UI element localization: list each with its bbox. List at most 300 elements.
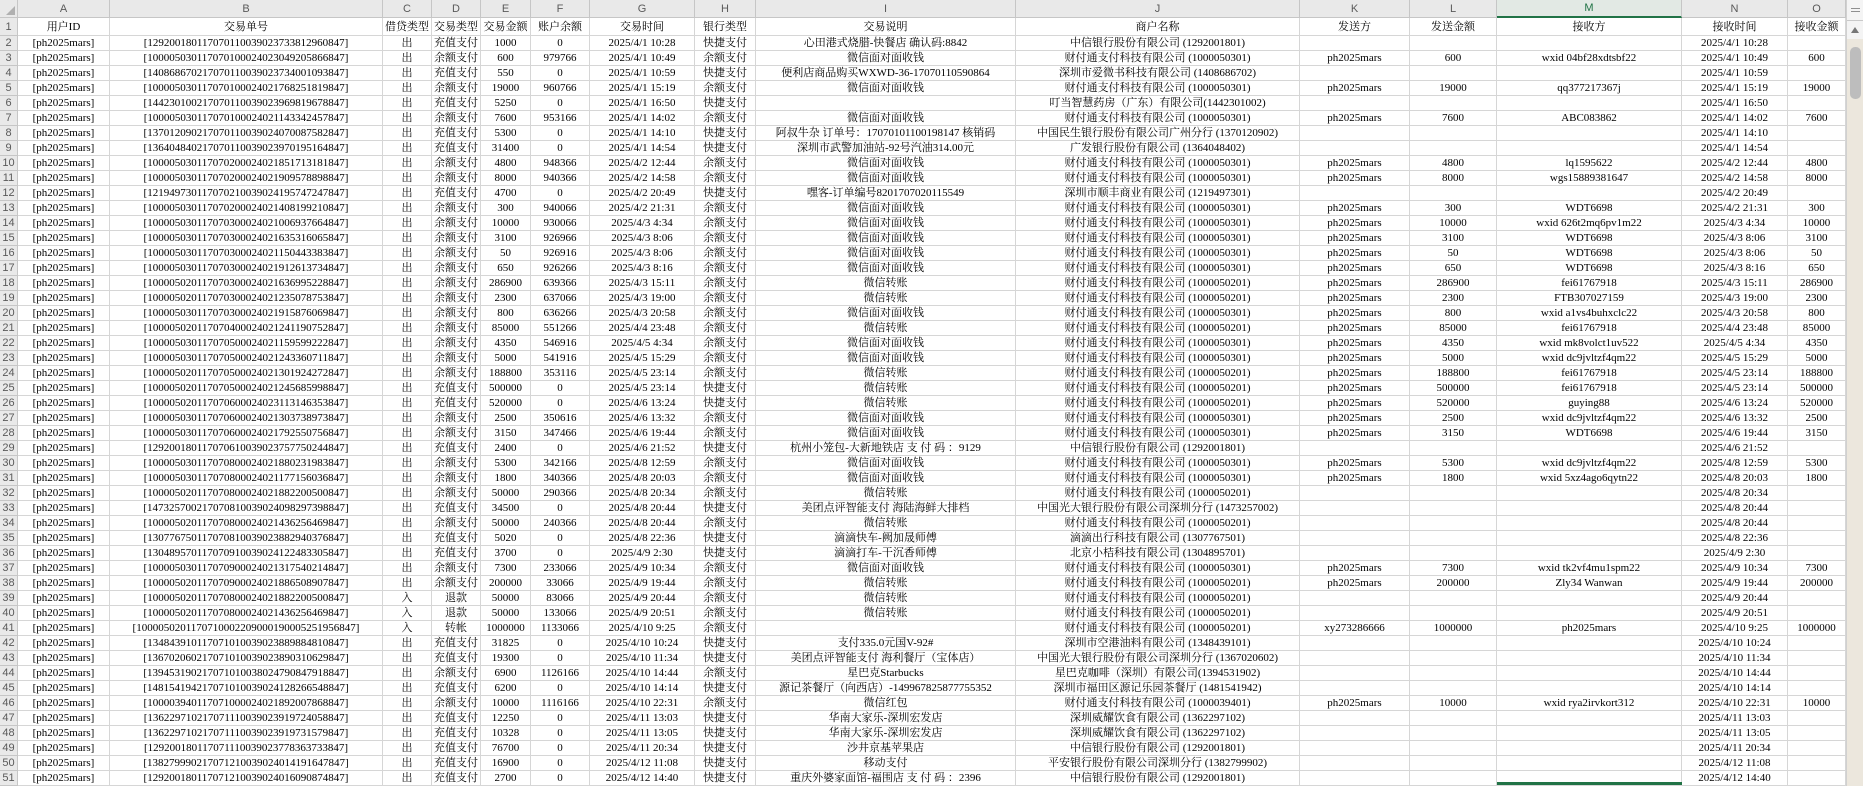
row-header-9[interactable]: 9 <box>0 141 18 156</box>
row-header-1[interactable]: 1 <box>0 18 18 36</box>
cell-O43[interactable] <box>1788 651 1846 666</box>
cell-K12[interactable] <box>1300 186 1410 201</box>
cell-L43[interactable] <box>1410 651 1497 666</box>
cell-O45[interactable] <box>1788 681 1846 696</box>
cell-I44[interactable]: 星巴克Starbucks <box>756 666 1016 681</box>
cell-M34[interactable] <box>1497 516 1682 531</box>
column-header-E[interactable]: E <box>481 0 531 18</box>
cell-F31[interactable]: 340366 <box>531 471 590 486</box>
column-header-N[interactable]: N <box>1682 0 1788 18</box>
cell-D10[interactable]: 余额支付 <box>432 156 481 171</box>
row-header-28[interactable]: 28 <box>0 426 18 441</box>
cell-H26[interactable]: 快捷支付 <box>695 396 756 411</box>
cell-I23[interactable]: 微信面对面收钱 <box>756 351 1016 366</box>
cell-E9[interactable]: 31400 <box>481 141 531 156</box>
cell-M11[interactable]: wgs15889381647 <box>1497 171 1682 186</box>
cell-N18[interactable]: 2025/4/3 15:11 <box>1682 276 1788 291</box>
cell-O35[interactable] <box>1788 531 1846 546</box>
cell-E3[interactable]: 600 <box>481 51 531 66</box>
cell-D9[interactable]: 充值支付 <box>432 141 481 156</box>
cell-A34[interactable]: [ph2025mars] <box>18 516 110 531</box>
cell-M50[interactable] <box>1497 756 1682 771</box>
cell-J38[interactable]: 财付通支付科技有限公司 (1000050201) <box>1016 576 1300 591</box>
cell-O18[interactable]: 286900 <box>1788 276 1846 291</box>
column-header-K[interactable]: K <box>1300 0 1410 18</box>
row-header-10[interactable]: 10 <box>0 156 18 171</box>
cell-F43[interactable]: 0 <box>531 651 590 666</box>
cell-O39[interactable] <box>1788 591 1846 606</box>
cell-B3[interactable]: [100005030117070100024023049205866847] <box>110 51 383 66</box>
cell-H8[interactable]: 快捷支付 <box>695 126 756 141</box>
cell-H39[interactable]: 余额支付 <box>695 591 756 606</box>
cell-F35[interactable]: 0 <box>531 531 590 546</box>
cell-O38[interactable]: 200000 <box>1788 576 1846 591</box>
cell-F47[interactable]: 0 <box>531 711 590 726</box>
cell-B9[interactable]: [136404840217070110039023970195164847] <box>110 141 383 156</box>
cell-A5[interactable]: [ph2025mars] <box>18 81 110 96</box>
cell-E35[interactable]: 5020 <box>481 531 531 546</box>
cell-N10[interactable]: 2025/4/2 12:44 <box>1682 156 1788 171</box>
cell-G45[interactable]: 2025/4/10 14:14 <box>590 681 695 696</box>
cell-M32[interactable] <box>1497 486 1682 501</box>
cell-I29[interactable]: 杭州小笼包-大新地铁店 支 付 码 ：9129 <box>756 441 1016 456</box>
cell-K22[interactable]: ph2025mars <box>1300 336 1410 351</box>
cell-A28[interactable]: [ph2025mars] <box>18 426 110 441</box>
cell-M21[interactable]: fei61767918 <box>1497 321 1682 336</box>
cell-D37[interactable]: 余额支付 <box>432 561 481 576</box>
cell-E2[interactable]: 1000 <box>481 36 531 51</box>
cell-A12[interactable]: [ph2025mars] <box>18 186 110 201</box>
cell-N14[interactable]: 2025/4/3 4:34 <box>1682 216 1788 231</box>
cell-F5[interactable]: 960766 <box>531 81 590 96</box>
field-header-K[interactable]: 发送方 <box>1300 18 1410 36</box>
cell-E34[interactable]: 50000 <box>481 516 531 531</box>
cell-C12[interactable]: 出 <box>383 186 432 201</box>
cell-L24[interactable]: 188800 <box>1410 366 1497 381</box>
cell-A11[interactable]: [ph2025mars] <box>18 171 110 186</box>
cell-E10[interactable]: 4800 <box>481 156 531 171</box>
column-header-F[interactable]: F <box>531 0 590 18</box>
cell-O51[interactable] <box>1788 771 1846 786</box>
cell-J37[interactable]: 财付通支付科技有限公司 (1000050301) <box>1016 561 1300 576</box>
cell-O34[interactable] <box>1788 516 1846 531</box>
cell-B51[interactable]: [129200180117071210039024016090874847] <box>110 771 383 786</box>
row-header-50[interactable]: 50 <box>0 756 18 771</box>
cell-A31[interactable]: [ph2025mars] <box>18 471 110 486</box>
cell-L37[interactable]: 7300 <box>1410 561 1497 576</box>
cell-K5[interactable]: ph2025mars <box>1300 81 1410 96</box>
cell-H13[interactable]: 余额支付 <box>695 201 756 216</box>
cell-C20[interactable]: 出 <box>383 306 432 321</box>
cell-J49[interactable]: 中信银行股份有限公司 (1292001801) <box>1016 741 1300 756</box>
cell-D33[interactable]: 充值支付 <box>432 501 481 516</box>
cell-O25[interactable]: 500000 <box>1788 381 1846 396</box>
row-header-38[interactable]: 38 <box>0 576 18 591</box>
cell-J21[interactable]: 财付通支付科技有限公司 (1000050201) <box>1016 321 1300 336</box>
cell-G4[interactable]: 2025/4/1 10:59 <box>590 66 695 81</box>
cell-F15[interactable]: 926966 <box>531 231 590 246</box>
cell-L34[interactable] <box>1410 516 1497 531</box>
cell-M14[interactable]: wxid 626t2mq6pv1m22 <box>1497 216 1682 231</box>
cell-G31[interactable]: 2025/4/8 20:03 <box>590 471 695 486</box>
cell-K4[interactable] <box>1300 66 1410 81</box>
cell-F51[interactable]: 0 <box>531 771 590 786</box>
cell-H10[interactable]: 余额支付 <box>695 156 756 171</box>
cell-C33[interactable]: 出 <box>383 501 432 516</box>
cell-I40[interactable]: 微信转账 <box>756 606 1016 621</box>
cell-H42[interactable]: 快捷支付 <box>695 636 756 651</box>
cell-B45[interactable]: [148154194217071010039024128266548847] <box>110 681 383 696</box>
cell-L2[interactable] <box>1410 36 1497 51</box>
cell-G49[interactable]: 2025/4/11 20:34 <box>590 741 695 756</box>
cell-G33[interactable]: 2025/4/8 20:44 <box>590 501 695 516</box>
row-header-36[interactable]: 36 <box>0 546 18 561</box>
cell-O44[interactable] <box>1788 666 1846 681</box>
cell-O29[interactable] <box>1788 441 1846 456</box>
scrollbar-split-handle-icon[interactable] <box>1847 0 1863 21</box>
cell-C17[interactable]: 出 <box>383 261 432 276</box>
cell-I6[interactable] <box>756 96 1016 111</box>
cell-B10[interactable]: [100005030117070200024021851713181847] <box>110 156 383 171</box>
cell-N47[interactable]: 2025/4/11 13:03 <box>1682 711 1788 726</box>
cell-J22[interactable]: 财付通支付科技有限公司 (1000050301) <box>1016 336 1300 351</box>
cell-N50[interactable]: 2025/4/12 11:08 <box>1682 756 1788 771</box>
cell-O22[interactable]: 4350 <box>1788 336 1846 351</box>
cell-H35[interactable]: 快捷支付 <box>695 531 756 546</box>
cell-L6[interactable] <box>1410 96 1497 111</box>
cell-E38[interactable]: 200000 <box>481 576 531 591</box>
cell-L31[interactable]: 1800 <box>1410 471 1497 486</box>
cell-E28[interactable]: 3150 <box>481 426 531 441</box>
row-header-43[interactable]: 43 <box>0 651 18 666</box>
cell-E8[interactable]: 5300 <box>481 126 531 141</box>
cell-G16[interactable]: 2025/4/3 8:06 <box>590 246 695 261</box>
cell-I45[interactable]: 源记茶餐厅（向西店）-149967825877755352 <box>756 681 1016 696</box>
cell-O31[interactable]: 1800 <box>1788 471 1846 486</box>
cell-M47[interactable] <box>1497 711 1682 726</box>
cell-I13[interactable]: 微信面对面收钱 <box>756 201 1016 216</box>
cell-K49[interactable] <box>1300 741 1410 756</box>
cell-L10[interactable]: 4800 <box>1410 156 1497 171</box>
cell-O41[interactable]: 1000000 <box>1788 621 1846 636</box>
cell-C31[interactable]: 出 <box>383 471 432 486</box>
cell-H17[interactable]: 余额支付 <box>695 261 756 276</box>
cell-L12[interactable] <box>1410 186 1497 201</box>
cell-A22[interactable]: [ph2025mars] <box>18 336 110 351</box>
cell-M10[interactable]: lq1595622 <box>1497 156 1682 171</box>
cell-H9[interactable]: 快捷支付 <box>695 141 756 156</box>
cell-N39[interactable]: 2025/4/9 20:44 <box>1682 591 1788 606</box>
cell-I46[interactable]: 微信红包 <box>756 696 1016 711</box>
cell-C2[interactable]: 出 <box>383 36 432 51</box>
cell-F18[interactable]: 639366 <box>531 276 590 291</box>
cell-N35[interactable]: 2025/4/8 22:36 <box>1682 531 1788 546</box>
cell-E27[interactable]: 2500 <box>481 411 531 426</box>
cell-J24[interactable]: 财付通支付科技有限公司 (1000050201) <box>1016 366 1300 381</box>
cell-H32[interactable]: 余额支付 <box>695 486 756 501</box>
cell-K45[interactable] <box>1300 681 1410 696</box>
cell-O49[interactable] <box>1788 741 1846 756</box>
cell-K35[interactable] <box>1300 531 1410 546</box>
cell-G24[interactable]: 2025/4/5 23:14 <box>590 366 695 381</box>
cell-A2[interactable]: [ph2025mars] <box>18 36 110 51</box>
cell-L5[interactable]: 19000 <box>1410 81 1497 96</box>
cell-H14[interactable]: 余额支付 <box>695 216 756 231</box>
cell-O21[interactable]: 85000 <box>1788 321 1846 336</box>
cell-H49[interactable]: 快捷支付 <box>695 741 756 756</box>
cell-A33[interactable]: [ph2025mars] <box>18 501 110 516</box>
cell-J39[interactable]: 财付通支付科技有限公司 (1000050201) <box>1016 591 1300 606</box>
cell-N45[interactable]: 2025/4/10 14:14 <box>1682 681 1788 696</box>
cell-I19[interactable]: 微信转账 <box>756 291 1016 306</box>
cell-A21[interactable]: [ph2025mars] <box>18 321 110 336</box>
cell-F9[interactable]: 0 <box>531 141 590 156</box>
cell-M28[interactable]: WDT6698 <box>1497 426 1682 441</box>
cell-F42[interactable]: 0 <box>531 636 590 651</box>
cell-I50[interactable]: 移动支付 <box>756 756 1016 771</box>
cell-N32[interactable]: 2025/4/8 20:34 <box>1682 486 1788 501</box>
cell-F28[interactable]: 347466 <box>531 426 590 441</box>
cell-C5[interactable]: 出 <box>383 81 432 96</box>
cell-E32[interactable]: 50000 <box>481 486 531 501</box>
cell-D43[interactable]: 充值支付 <box>432 651 481 666</box>
cell-O48[interactable] <box>1788 726 1846 741</box>
cell-I9[interactable]: 深圳市武警加油站-92号汽油314.00元 <box>756 141 1016 156</box>
cell-C3[interactable]: 出 <box>383 51 432 66</box>
cell-O11[interactable]: 8000 <box>1788 171 1846 186</box>
cell-J40[interactable]: 财付通支付科技有限公司 (1000050201) <box>1016 606 1300 621</box>
cell-N27[interactable]: 2025/4/6 13:32 <box>1682 411 1788 426</box>
cell-E19[interactable]: 2300 <box>481 291 531 306</box>
cell-F38[interactable]: 33066 <box>531 576 590 591</box>
field-header-G[interactable]: 交易时间 <box>590 18 695 36</box>
cell-C10[interactable]: 出 <box>383 156 432 171</box>
cell-J33[interactable]: 中国光大银行股份有限公司深圳分行 (1473257002) <box>1016 501 1300 516</box>
cell-D12[interactable]: 充值支付 <box>432 186 481 201</box>
row-header-4[interactable]: 4 <box>0 66 18 81</box>
cell-F30[interactable]: 342166 <box>531 456 590 471</box>
cell-M12[interactable] <box>1497 186 1682 201</box>
cell-B42[interactable]: [134843910117071010039023889884810847] <box>110 636 383 651</box>
cell-O24[interactable]: 188800 <box>1788 366 1846 381</box>
cell-H20[interactable]: 余额支付 <box>695 306 756 321</box>
cell-N46[interactable]: 2025/4/10 22:31 <box>1682 696 1788 711</box>
scroll-up-button[interactable] <box>1847 21 1863 39</box>
cell-K33[interactable] <box>1300 501 1410 516</box>
cell-F36[interactable]: 0 <box>531 546 590 561</box>
cell-I28[interactable]: 微信面对面收钱 <box>756 426 1016 441</box>
cell-I33[interactable]: 美团点评智能支付 海陆海鲜大排档 <box>756 501 1016 516</box>
cell-I27[interactable]: 微信面对面收钱 <box>756 411 1016 426</box>
cell-A48[interactable]: [ph2025mars] <box>18 726 110 741</box>
cell-C30[interactable]: 出 <box>383 456 432 471</box>
cell-A26[interactable]: [ph2025mars] <box>18 396 110 411</box>
cell-O7[interactable]: 7600 <box>1788 111 1846 126</box>
cell-E13[interactable]: 300 <box>481 201 531 216</box>
cell-H31[interactable]: 余额支付 <box>695 471 756 486</box>
cell-H16[interactable]: 余额支付 <box>695 246 756 261</box>
cell-H28[interactable]: 余额支付 <box>695 426 756 441</box>
cell-F17[interactable]: 926266 <box>531 261 590 276</box>
cell-F50[interactable]: 0 <box>531 756 590 771</box>
cell-O8[interactable] <box>1788 126 1846 141</box>
cell-B6[interactable]: [144230100217070110039023969819678847] <box>110 96 383 111</box>
cell-D21[interactable]: 余额支付 <box>432 321 481 336</box>
cell-A18[interactable]: [ph2025mars] <box>18 276 110 291</box>
cell-A27[interactable]: [ph2025mars] <box>18 411 110 426</box>
column-header-H[interactable]: H <box>695 0 756 18</box>
cell-J8[interactable]: 中国民生银行股份有限公司广州分行 (1370120902) <box>1016 126 1300 141</box>
cell-B38[interactable]: [100005020117070900024021886508907847] <box>110 576 383 591</box>
cell-C27[interactable]: 出 <box>383 411 432 426</box>
cell-G15[interactable]: 2025/4/3 8:06 <box>590 231 695 246</box>
row-header-27[interactable]: 27 <box>0 411 18 426</box>
cell-G36[interactable]: 2025/4/9 2:30 <box>590 546 695 561</box>
cell-K41[interactable]: xy273286666 <box>1300 621 1410 636</box>
cell-N11[interactable]: 2025/4/2 14:58 <box>1682 171 1788 186</box>
cell-M39[interactable] <box>1497 591 1682 606</box>
cell-F24[interactable]: 353116 <box>531 366 590 381</box>
cell-A24[interactable]: [ph2025mars] <box>18 366 110 381</box>
row-header-8[interactable]: 8 <box>0 126 18 141</box>
cell-K28[interactable]: ph2025mars <box>1300 426 1410 441</box>
cell-E47[interactable]: 12250 <box>481 711 531 726</box>
cell-G8[interactable]: 2025/4/1 14:10 <box>590 126 695 141</box>
cell-K40[interactable] <box>1300 606 1410 621</box>
cell-G21[interactable]: 2025/4/4 23:48 <box>590 321 695 336</box>
cell-K51[interactable] <box>1300 771 1410 786</box>
column-header-D[interactable]: D <box>432 0 481 18</box>
cell-B15[interactable]: [100005030117070300024021635316065847] <box>110 231 383 246</box>
cell-C48[interactable]: 出 <box>383 726 432 741</box>
cell-M36[interactable] <box>1497 546 1682 561</box>
row-header-11[interactable]: 11 <box>0 171 18 186</box>
cell-K44[interactable] <box>1300 666 1410 681</box>
cell-L45[interactable] <box>1410 681 1497 696</box>
cell-A49[interactable]: [ph2025mars] <box>18 741 110 756</box>
cell-E7[interactable]: 7600 <box>481 111 531 126</box>
cell-K6[interactable] <box>1300 96 1410 111</box>
column-header-M[interactable]: M <box>1497 0 1682 18</box>
cell-D6[interactable]: 充值支付 <box>432 96 481 111</box>
cell-H21[interactable]: 余额支付 <box>695 321 756 336</box>
cell-G11[interactable]: 2025/4/2 14:58 <box>590 171 695 186</box>
cell-L47[interactable] <box>1410 711 1497 726</box>
cell-K23[interactable]: ph2025mars <box>1300 351 1410 366</box>
cell-O5[interactable]: 19000 <box>1788 81 1846 96</box>
cell-G23[interactable]: 2025/4/5 15:29 <box>590 351 695 366</box>
cell-I5[interactable]: 微信面对面收钱 <box>756 81 1016 96</box>
cell-E41[interactable]: 1000000 <box>481 621 531 636</box>
cell-D19[interactable]: 余额支付 <box>432 291 481 306</box>
cell-N38[interactable]: 2025/4/9 19:44 <box>1682 576 1788 591</box>
cell-D14[interactable]: 余额支付 <box>432 216 481 231</box>
cell-D2[interactable]: 充值支付 <box>432 36 481 51</box>
cell-C49[interactable]: 出 <box>383 741 432 756</box>
column-header-C[interactable]: C <box>383 0 432 18</box>
cell-B19[interactable]: [100005020117070300024021235078753847] <box>110 291 383 306</box>
cell-C32[interactable]: 出 <box>383 486 432 501</box>
cell-H30[interactable]: 余额支付 <box>695 456 756 471</box>
cell-I18[interactable]: 微信转账 <box>756 276 1016 291</box>
cell-A35[interactable]: [ph2025mars] <box>18 531 110 546</box>
cell-L38[interactable]: 200000 <box>1410 576 1497 591</box>
cell-F19[interactable]: 637066 <box>531 291 590 306</box>
cell-N4[interactable]: 2025/4/1 10:59 <box>1682 66 1788 81</box>
row-header-45[interactable]: 45 <box>0 681 18 696</box>
cell-E29[interactable]: 2400 <box>481 441 531 456</box>
cell-E20[interactable]: 800 <box>481 306 531 321</box>
cell-A42[interactable]: [ph2025mars] <box>18 636 110 651</box>
cell-C44[interactable]: 出 <box>383 666 432 681</box>
cell-F34[interactable]: 240366 <box>531 516 590 531</box>
field-header-D[interactable]: 交易类型 <box>432 18 481 36</box>
cell-D34[interactable]: 余额支付 <box>432 516 481 531</box>
cell-G18[interactable]: 2025/4/3 15:11 <box>590 276 695 291</box>
cell-M19[interactable]: FTB307027159 <box>1497 291 1682 306</box>
cell-K14[interactable]: ph2025mars <box>1300 216 1410 231</box>
cell-K47[interactable] <box>1300 711 1410 726</box>
cell-A43[interactable]: [ph2025mars] <box>18 651 110 666</box>
cell-B17[interactable]: [100005030117070300024021912613734847] <box>110 261 383 276</box>
cell-B30[interactable]: [100005030117070800024021880231983847] <box>110 456 383 471</box>
cell-M31[interactable]: wxid 5xz4ago6qytn22 <box>1497 471 1682 486</box>
row-header-40[interactable]: 40 <box>0 606 18 621</box>
cell-D24[interactable]: 余额支付 <box>432 366 481 381</box>
cell-A47[interactable]: [ph2025mars] <box>18 711 110 726</box>
cell-A6[interactable]: [ph2025mars] <box>18 96 110 111</box>
cell-I37[interactable]: 微信面对面收钱 <box>756 561 1016 576</box>
cell-M18[interactable]: fei61767918 <box>1497 276 1682 291</box>
cell-N34[interactable]: 2025/4/8 20:44 <box>1682 516 1788 531</box>
cell-L13[interactable]: 300 <box>1410 201 1497 216</box>
cell-J29[interactable]: 中信银行股份有限公司 (1292001801) <box>1016 441 1300 456</box>
cell-D29[interactable]: 充值支付 <box>432 441 481 456</box>
field-header-L[interactable]: 发送金额 <box>1410 18 1497 36</box>
cell-I12[interactable]: 嘿客-订单编号8201707020115549 <box>756 186 1016 201</box>
cell-C6[interactable]: 出 <box>383 96 432 111</box>
cell-F32[interactable]: 290366 <box>531 486 590 501</box>
cell-H6[interactable]: 快捷支付 <box>695 96 756 111</box>
cell-A36[interactable]: [ph2025mars] <box>18 546 110 561</box>
cell-B12[interactable]: [121949730117070210039024195747247847] <box>110 186 383 201</box>
cell-B34[interactable]: [100005020117070800024021436256469847] <box>110 516 383 531</box>
cell-B32[interactable]: [100005020117070800024021882200500847] <box>110 486 383 501</box>
cell-E15[interactable]: 3100 <box>481 231 531 246</box>
cell-B23[interactable]: [100005030117070500024021243360711847] <box>110 351 383 366</box>
cell-H3[interactable]: 余额支付 <box>695 51 756 66</box>
cell-C28[interactable]: 出 <box>383 426 432 441</box>
cell-F14[interactable]: 930066 <box>531 216 590 231</box>
field-header-F[interactable]: 账户余额 <box>531 18 590 36</box>
cell-L29[interactable] <box>1410 441 1497 456</box>
row-header-13[interactable]: 13 <box>0 201 18 216</box>
cell-K26[interactable]: ph2025mars <box>1300 396 1410 411</box>
cell-B16[interactable]: [100005030117070300024021150443383847] <box>110 246 383 261</box>
cell-D25[interactable]: 充值支付 <box>432 381 481 396</box>
cell-H34[interactable]: 余额支付 <box>695 516 756 531</box>
cell-H7[interactable]: 余额支付 <box>695 111 756 126</box>
cell-M2[interactable] <box>1497 36 1682 51</box>
cell-H24[interactable]: 余额支付 <box>695 366 756 381</box>
cell-H41[interactable]: 余额支付 <box>695 621 756 636</box>
row-header-7[interactable]: 7 <box>0 111 18 126</box>
cell-L22[interactable]: 4350 <box>1410 336 1497 351</box>
cell-C43[interactable]: 出 <box>383 651 432 666</box>
cell-F22[interactable]: 546916 <box>531 336 590 351</box>
cell-O20[interactable]: 800 <box>1788 306 1846 321</box>
cell-L4[interactable] <box>1410 66 1497 81</box>
